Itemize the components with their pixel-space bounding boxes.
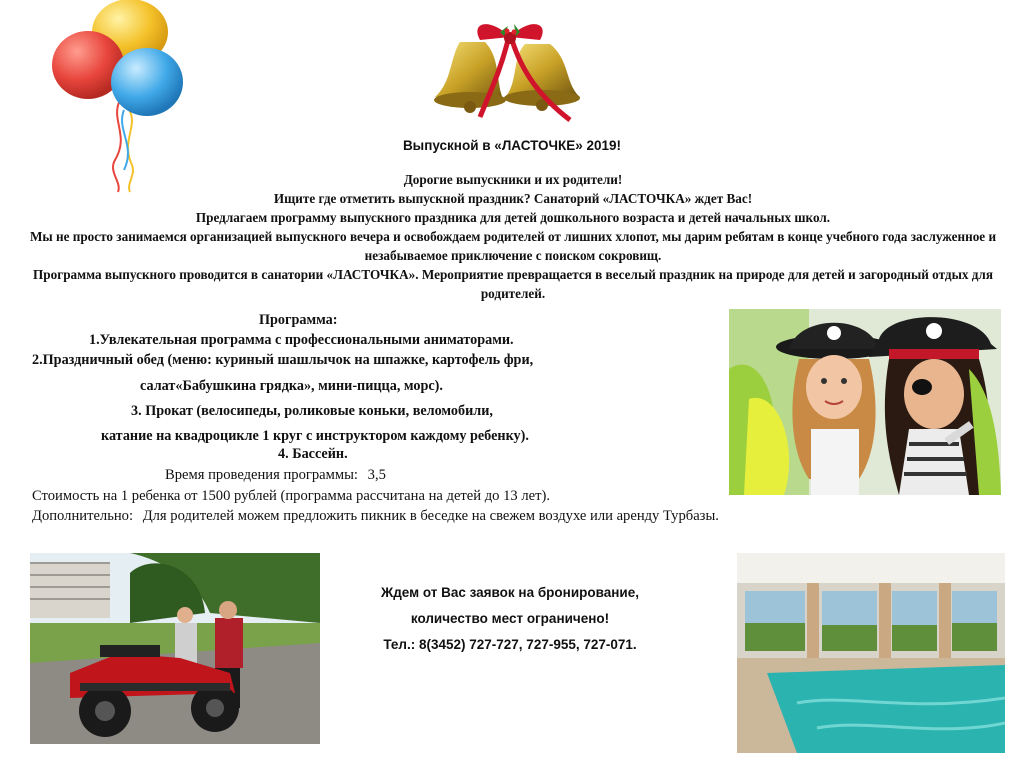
intro-line: Ищите где отметить выпускной праздник? Санаторий «ЛАСТОЧКА» ждет Вас!: [273, 191, 753, 206]
bells-icon: [430, 12, 590, 124]
duration-line: [165, 467, 386, 484]
program-item: салат«Бабушкина грядка», мини-пицца, морс).: [140, 378, 443, 394]
contacts-line: Ждем от Вас заявок на бронирование,: [381, 585, 639, 600]
program-item: 2.Праздничный обед (меню: куриный шашлычок на шпажке, картофель фри,: [32, 352, 534, 368]
duration-value: 3,5: [367, 467, 386, 483]
balloons-icon: [40, 0, 190, 195]
pool-photo: [737, 553, 1005, 753]
program-item: 3. Прокат (велосипеды, роликовые коньки, веломобили,: [131, 403, 493, 419]
page-title: Выпускной в «ЛАСТОЧКЕ» 2019!: [402, 138, 622, 153]
intro-line: Мы не просто занимаемся организацией выпускного вечера и освобождаем родителей от лишних хлопот, мы дарим ребятам в конце учебного года заслуженное и незабываемое приключение с поиском сокровищ.: [29, 229, 997, 263]
program-item: 4. Бассейн.: [278, 446, 348, 462]
program-item: катание на квадроцикле 1 круг с инструктором каждому ребенку).: [101, 428, 529, 444]
atv-photo: [30, 553, 320, 744]
intro-text: [28, 170, 998, 303]
extra-label: Дополнительно:: [32, 508, 134, 524]
extra-line: [32, 508, 719, 525]
intro-line: Дорогие выпускники и их родители!: [403, 172, 623, 187]
program-item: 1.Увлекательная программа с профессиональными аниматорами.: [89, 332, 514, 348]
program-heading: Программа:: [259, 312, 338, 328]
contacts-line: количество мест ограничено!: [410, 611, 610, 626]
price-line: Стоимость на 1 ребенка от 1500 рублей (программа рассчитана на детей до 13 лет).: [32, 488, 550, 504]
contacts-block: [330, 580, 690, 658]
pirates-photo: [729, 309, 1001, 495]
intro-line: Предлагаем программу выпускного праздника для детей дошкольного возраста и детей начальных школ.: [195, 210, 831, 225]
duration-label: Время проведения программы:: [165, 467, 358, 483]
intro-line: Программа выпускного проводится в санатории «ЛАСТОЧКА». Мероприятие превращается в веселый праздник на природе для детей и загородный отдых для родителей.: [33, 267, 993, 301]
extra-text: Для родителей можем предложить пикник в беседке на свежем воздухе или аренду Турбазы.: [142, 508, 719, 524]
phone-numbers: Тел.: 8(3452) 727-727, 727-955, 727-071.: [383, 637, 637, 652]
